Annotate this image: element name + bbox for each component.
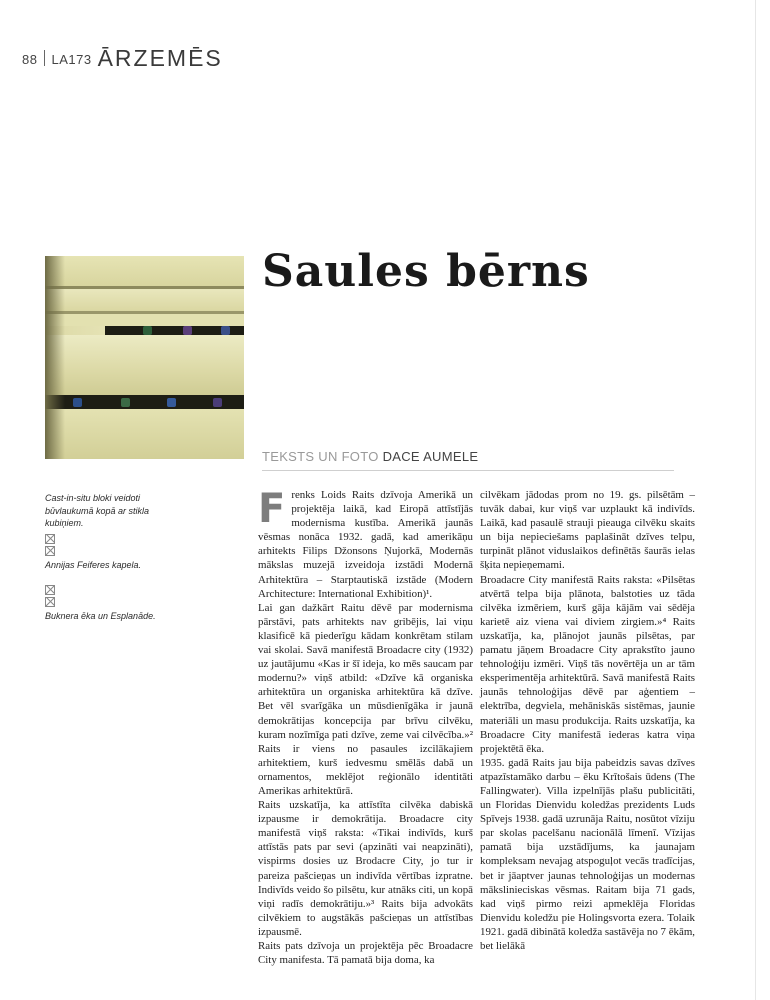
article-photo xyxy=(45,256,244,459)
article-column-2 xyxy=(480,488,695,953)
magazine-issue: LA173 xyxy=(51,52,92,67)
glass-cube xyxy=(121,398,130,407)
paragraph: Lai gan dažkārt Raitu dēvē par modernisma pārstāvi, pats arhitekts nav gribējis, lai viņu klasificē kā piederīgu kādam konkrētam stilam vai skolai. Savā manifestā Broadacre city (1932) uz jautājumu «Kas ir šī ideja, ko mēs saucam par modernu?» viņš atbild: «Dzīve kā organiska arhitektūra un organiska arhitektūra kā dzīve. Bet vēl svarīgāka un mūsdienīgāka ir jaunā demokrātijas koncepcija par brīvu cilvēku, kuram nozīmīga pati dzīve, zeme vai cilvēcība.»² Raits ir viens no pasaules izcilākajiem arhitektiem, kurš iedvesmu smēlās dabā un ornamentos, meklējot reģionālo identitāti Amerikas arhitektūrā. xyxy=(258,601,473,797)
page-number: 88 xyxy=(22,52,38,67)
glass-cube xyxy=(183,326,192,335)
glass-cube xyxy=(143,326,152,335)
article-column-1 xyxy=(258,488,473,967)
paragraph: cilvēkam jādodas prom no 19. gs. pilsētām – tuvāk dabai, kur viņš var uzplaukt kā indivīds. Laikā, kad pasaulē strauji pieauga cilvēku skaits un bija nepieciešams paplašināt dzīves telpu, turpināt plānot viduslaikos definētās šaurās ielas šķita nepieņemami. xyxy=(480,489,695,572)
photo-slab xyxy=(45,409,244,459)
section-title: ĀRZEMĒS xyxy=(97,45,223,71)
byline xyxy=(262,449,478,464)
paragraph: Raits uzskatīja, ka attīstīta cilvēka dabiskā izpausme ir demokrātija. Broadacre city manifestā viņš raksta: «Tikai indivīds, kurš attīstās pats par sevi (apzināti vai neapzināti), vispirms dosies uz Brodacre City, jo tur ir pareiza pašcieņas un indivīda vērtības izpratne. Indivīds veido šo pilsētu, kur atnāks citi, un kopā viņi radīs demokrātiju.»³ Raits bija advokāts cilvēkiem to augstākās pašcieņas un attīstības izpausmē. xyxy=(258,799,473,938)
glass-cube xyxy=(213,398,222,407)
article-title: Saules bērns xyxy=(262,246,590,297)
photo-slab xyxy=(45,314,244,326)
paragraph: Raits pats dzīvoja un projektēja pēc Broadacre City manifesta. Tā pamatā bija doma, ka xyxy=(258,940,473,967)
photo-slab xyxy=(45,256,244,286)
drop-cap: F xyxy=(258,486,286,532)
caption-markers xyxy=(45,534,165,556)
photo-slab xyxy=(45,289,244,311)
byline-label: TEKSTS UN FOTO xyxy=(262,449,379,464)
paragraph: Broadacre City manifestā Raits raksta: «Pilsētas atvērtā telpa bija plānota, balstoties uz tāda cilvēka izmēriem, kurš gāja kājām vai sēdēja karietē aiz viena vai diviem zirgiem.»⁴ Raits uzskatīja, ka, plānojot jaunās pilsētas, par pamatu jāņem Broadacre City aprakstīto jauno tehnoloģiju izmēri. Viņš tās novērtēja un ar tām eksperimentēja arhitektūrā. Savā manifestā Raits jaunās tehnoloģijas dēvē par aģentiem – elektrība, degviela, mehāniskās sistēmas, jaunie materiāli un masu produkcija. Raits uzskatīja, ka Broadacre City manifestā iederas katra viņa projektētā ēka. xyxy=(480,573,695,755)
glass-cube xyxy=(221,326,230,335)
glass-cube xyxy=(73,398,82,407)
photo-captions xyxy=(45,492,165,623)
header-divider xyxy=(44,50,45,66)
caption: Annijas Feiferes kapela. xyxy=(45,559,142,570)
byline-author: DACE AUMELE xyxy=(382,449,479,464)
caption-markers xyxy=(45,585,165,607)
photo-slab xyxy=(45,335,244,395)
image-placeholder-icon xyxy=(45,597,55,607)
glass-cube xyxy=(167,398,176,407)
paragraph: renks Loids Raits dzīvoja Amerikā un projektēja laikā, kad Eiropā attīstījās modernisma kustība. Amerikā jaunās vēsmas nonāca 1932. gadā, kad amerikāņu arhitekts Filips Džonsons Ņujorkā, Modernās mākslas muzejā izveidoja izstādi Modernā Arhitektūra – Starptautiskā izstāde (Modern Architecture: International Exhibition)¹. xyxy=(258,489,473,600)
paragraph: 1935. gadā Raits jau bija pabeidzis savas dzīves atpazīstamāko darbu – ēku Krītošais ūdens (The Fallingwater). Villa izpelnījās plašu publicitāti, un Floridas Dienvidu koledžas prezidents Luds Spīvejs 1938. gadā uzrunāja Raitu, nosūtot vīziju par skolas pacelšanu nacionālā līmenī. Vīzijas pamatā bija uzstādījums, ka jaunajam kompleksam nevajag atspoguļot vecās tradīcijas, bet ir jāaptver jaunas tehnoloģijas un modernas mākslinieciskas vēsmas. Raitam bija 71 gads, kad viņš pirmo reizi apmeklēja Floridas Dienvidu koledžu pie Holingsvorta ezera. Tolaik 1921. gadā dibinātā koledža sastāvēja no 7 ēkām, bet lielākā xyxy=(480,756,696,952)
caption: Cast-in-situ bloki veidoti būvlaukumā kopā ar stikla kubiņiem. xyxy=(45,493,150,529)
image-placeholder-icon xyxy=(45,534,55,544)
page-header xyxy=(22,40,223,70)
image-placeholder-icon xyxy=(45,546,55,556)
byline-rule xyxy=(262,470,674,471)
image-placeholder-icon xyxy=(45,585,55,595)
page-edge-line xyxy=(755,0,756,1000)
photo-shadow xyxy=(45,256,65,459)
caption: Buknera ēka un Esplanāde. xyxy=(45,611,156,622)
